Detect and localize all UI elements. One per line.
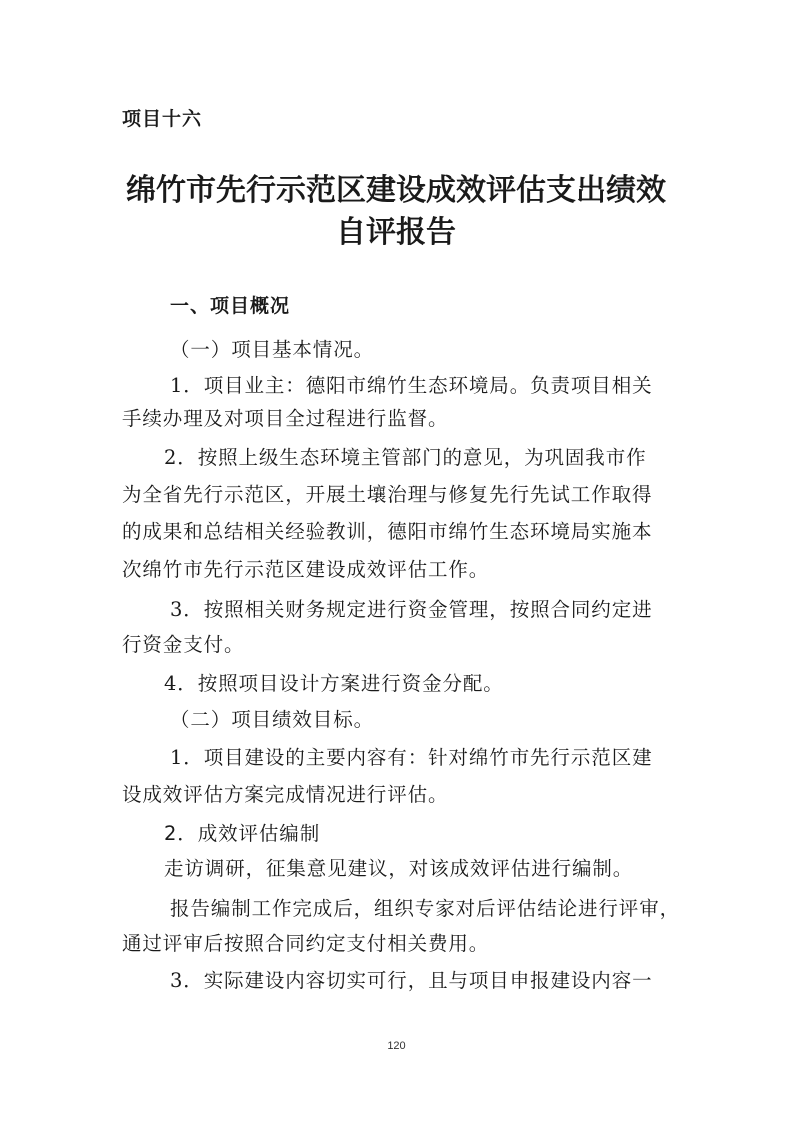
paragraph-line: 3．按照相关财务规定进行资金管理，按照合同约定进 [170,598,653,621]
paragraph-line: 走访调研，征集意见建议，对该成效评估进行编制。 [164,857,634,880]
paragraph-line: 4．按照项目设计方案进行资金分配。 [164,672,504,695]
paragraph-line: 为全省先行示范区，开展土壤治理与修复先行先试工作取得 [122,483,653,506]
paragraph-line: 报告编制工作完成后，组织专家对后评估结论进行评审， [170,897,681,920]
subsection-heading-performance-goals: （二）项目绩效目标。 [170,708,375,731]
report-title-line-2: 自评报告 [336,215,456,250]
paragraph-line: 2．按照上级生态环境主管部门的意见，为巩固我市作 [164,446,647,469]
paragraph-line: 通过评审后按照合同约定支付相关费用。 [122,932,490,955]
paragraph-line: 3．实际建设内容切实可行，且与项目申报建设内容一 [170,969,653,992]
paragraph-line: 的成果和总结相关经验教训，德阳市绵竹生态环境局实施本 [122,520,653,543]
paragraph-line: 行资金支付。 [122,633,245,656]
page-number: 120 [387,1040,406,1052]
report-title [96,170,696,254]
paragraph-line: 1．项目建设的主要内容有：针对绵竹市先行示范区建 [170,746,653,769]
paragraph-line: 1．项目业主：德阳市绵竹生态环境局。负责项目相关 [170,374,653,397]
paragraph-line: 次绵竹市先行示范区建设成效评估工作。 [122,558,490,581]
report-title-line-1: 绵竹市先行示范区建设成效评估支出绩效 [126,173,666,208]
project-label: 项目十六 [122,108,203,130]
paragraph-line: 2．成效评估编制 [164,822,321,845]
paragraph-line: 手续办理及对项目全过程进行监督。 [122,407,449,430]
section-heading-overview: 一、项目概况 [170,295,291,317]
subsection-heading-basic-info: （一）项目基本情况。 [170,338,375,361]
paragraph-line: 设成效评估方案完成情况进行评估。 [122,783,449,806]
